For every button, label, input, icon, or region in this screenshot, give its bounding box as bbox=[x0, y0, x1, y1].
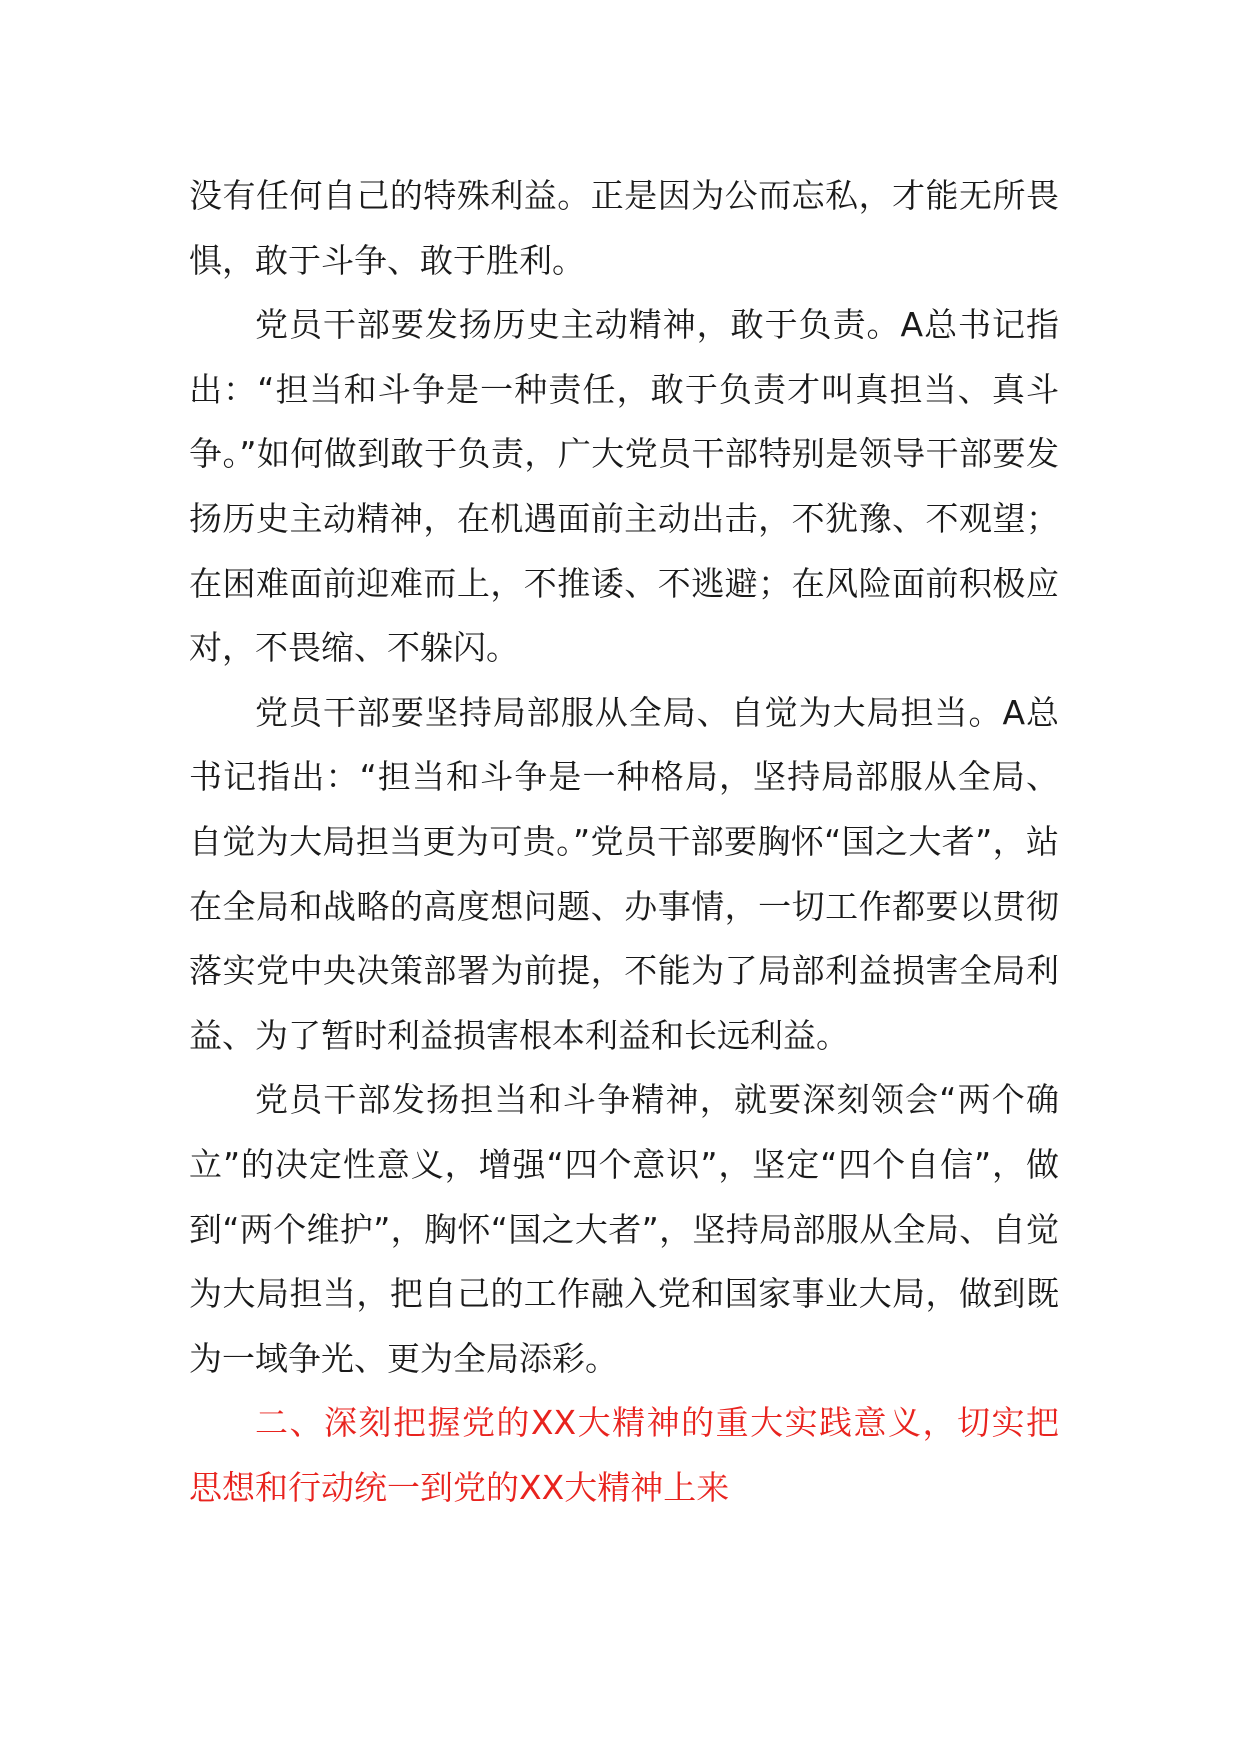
document-body bbox=[189, 164, 1059, 1520]
section-heading: 二、深刻把握党的XX大精神的重大实践意义，切实把思想和行动统一到党的XX大精神上来 bbox=[189, 1403, 1059, 1507]
paragraph-continuation: 没有任何自己的特殊利益。正是因为公而忘私，才能无所畏惧，敢于斗争、敢于胜利。 bbox=[189, 176, 1059, 280]
paragraph-overall-situation: 党员干部要坚持局部服从全局、自觉为大局担当。A总书记指出：“担当和斗争是一种格局，坚持局部服从全局、自觉为大局担当更为可贵。”党员干部要胸怀“国之大者”，站在全局和战略的高度想问题、办事情，一切工作都要以贯彻落实党中央决策部署为前提，不能为了局部利益损害全局利益、为了暂时利益损害根本利益和长远利益。 bbox=[189, 692, 1059, 1055]
paragraph-take-responsibility: 党员干部要发扬历史主动精神，敢于负责。A总书记指出：“担当和斗争是一种责任，敢于负责才叫真担当、真斗争。”如何做到敢于负责，广大党员干部特别是领导干部要发扬历史主动精神，在机遇面前主动出击，不犹豫、不观望；在困难面前迎难而上，不推诿、不逃避；在风险面前积极应对，不畏缩、不躲闪。 bbox=[189, 305, 1059, 668]
paragraph-struggle-spirit: 党员干部发扬担当和斗争精神，就要深刻领会“两个确立”的决定性意义，增强“四个意识”，坚定“四个自信”，做到“两个维护”，胸怀“国之大者”，坚持局部服从全局、自觉为大局担当，把自己的工作融入党和国家事业大局，做到既为一域争光、更为全局添彩。 bbox=[189, 1080, 1059, 1378]
